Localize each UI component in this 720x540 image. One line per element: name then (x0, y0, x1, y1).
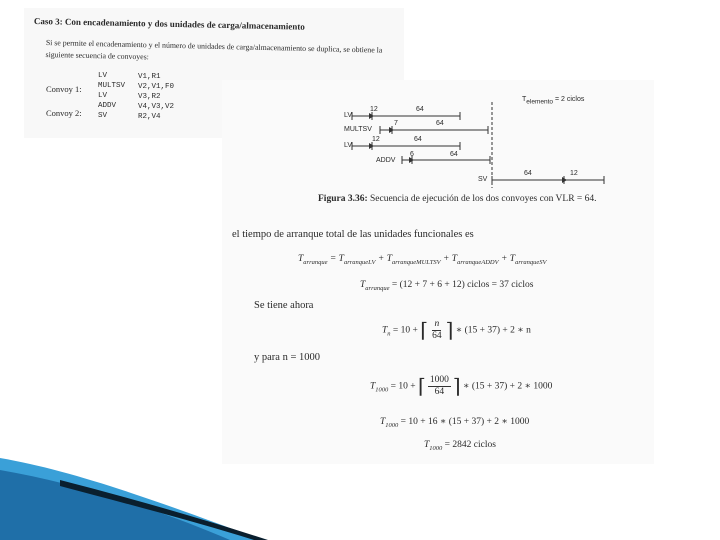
eq-var: T (370, 381, 376, 392)
convoy-1-label: Convoy 1: (46, 84, 82, 94)
text-se-tiene-ahora: Se tiene ahora (254, 300, 314, 311)
fraction (428, 375, 451, 398)
instruction-args: V2,V1,F0 (138, 83, 175, 91)
eq-sub: arranqueLV (343, 258, 376, 266)
eq-var: T (298, 254, 304, 264)
row-2-seg2: 64 (436, 120, 444, 127)
eq-pre: = 10 + (390, 381, 416, 392)
figure-caption-text: Secuencia de ejecución de los dos convoyes con VLR = 64. (367, 194, 597, 204)
eq-rhs: = 10 + 16 ∗ (15 + 37) + 2 ∗ 1000 (400, 417, 530, 427)
case-heading: Caso 3: Con encadenamiento y dos unidades de carga/almacenamiento (33, 16, 305, 32)
row-4-label: ADDV (376, 157, 396, 164)
equation-t1000-expanded (380, 416, 529, 429)
instruction-args: V3,R2 (138, 93, 161, 101)
eq-var: T (380, 417, 386, 427)
row-2-label: MULTSV (344, 126, 372, 133)
eq-pre: = 10 + (392, 325, 418, 336)
eq-var: T (424, 440, 430, 450)
equation-arranque-value (360, 280, 533, 292)
fraction-num: 1000 (429, 375, 449, 385)
eq-sub: n (387, 330, 391, 338)
eq-post: ∗ (15 + 37) + 2 ∗ 1000 (463, 381, 553, 392)
figure-caption-label: Figura 3.36: (318, 194, 368, 204)
eq-sub: arranque (303, 258, 328, 266)
fraction-num: n (434, 319, 440, 329)
instruction-op: MULTSV (98, 82, 126, 90)
row-5-seg2: 12 (570, 170, 578, 177)
equation-tn (382, 318, 531, 343)
row-2-seg1: 7 (394, 120, 398, 127)
ceil-bracket: ⌈ (420, 320, 429, 342)
equation-t1000-result (424, 440, 496, 452)
row-3-seg1: 12 (372, 136, 380, 143)
eq-sub: arranqueMULTSV (391, 258, 441, 266)
fraction-den: 64 (432, 331, 442, 341)
telement-sub: elemento (526, 98, 554, 106)
eq-sub: arranque (365, 284, 390, 292)
telement-value: = 2 ciclos (554, 96, 585, 103)
row-3-label: LV (344, 142, 353, 149)
equation-arranque-sum: $T_{arranque} = T_{arranqueLV} + T_{arranqueMULTSV} + T_{arranqueADDV} + T_{arranqueSV}$ (298, 254, 547, 266)
text-arranque-intro: el tiempo de arranque total de las unidades funcionales es (232, 229, 474, 240)
instruction-args: V4,V3,V2 (138, 103, 175, 111)
row-1-seg2: 64 (416, 106, 424, 113)
ceil-bracket: ⌉ (452, 376, 461, 398)
equation-t1000-ceil (370, 374, 552, 399)
text-y-para-n: y para n = 1000 (254, 352, 320, 363)
figure-caption (318, 194, 597, 204)
telement-symbol: T (522, 96, 527, 103)
eq-var: T (386, 254, 392, 264)
swoosh-mid (0, 470, 230, 540)
timing-diagram (340, 88, 640, 192)
fraction (430, 319, 444, 342)
eq-var: T (451, 254, 458, 264)
eq-sub: 1000 (385, 421, 399, 429)
instruction-args: R2,V4 (138, 113, 161, 121)
instruction-op: SV (98, 112, 108, 120)
eq-sub: arranqueSV (515, 258, 547, 266)
row-4-seg1: 6 (410, 151, 414, 158)
eq-sub: 1000 (375, 386, 389, 394)
eq-rhs: = 2842 ciclos (444, 440, 496, 450)
row-5-label: SV (478, 176, 488, 183)
telement-note (522, 96, 584, 105)
row-1-seg1: 12 (370, 106, 378, 113)
row-1-label: LV (344, 112, 353, 119)
intro-text: Si se permite el encadenamiento y el número de unidades de carga/almacenamiento se duplica, se obtiene la siguiente secuencia de convoyes: (45, 37, 383, 62)
row-3-seg2: 64 (414, 136, 422, 143)
instruction-op: LV (98, 92, 108, 100)
fraction-den: 64 (434, 387, 445, 397)
ceil-bracket: ⌈ (418, 376, 426, 398)
convoy-2-label: Convoy 2: (46, 108, 82, 118)
row-arrows (369, 113, 567, 183)
eq-sub: 1000 (429, 444, 443, 452)
eq-sub: arranqueADDV (457, 258, 499, 266)
eq-post: ∗ (15 + 37) + 2 ∗ n (455, 325, 531, 336)
eq-var: T (509, 254, 516, 264)
eq-rhs: = (12 + 7 + 6 + 12) ciclos = 37 ciclos (391, 280, 534, 290)
eq-var: T (338, 254, 344, 264)
row-5-seg1: 64 (524, 170, 532, 177)
instruction-args: V1,R1 (138, 73, 161, 81)
instruction-op: LV (98, 72, 108, 80)
row-4-seg2: 64 (450, 151, 458, 158)
instruction-op: ADDV (98, 102, 117, 110)
eq-var: T (360, 280, 366, 290)
eq-var: T (382, 325, 388, 336)
ceil-bracket: ⌉ (445, 320, 454, 342)
